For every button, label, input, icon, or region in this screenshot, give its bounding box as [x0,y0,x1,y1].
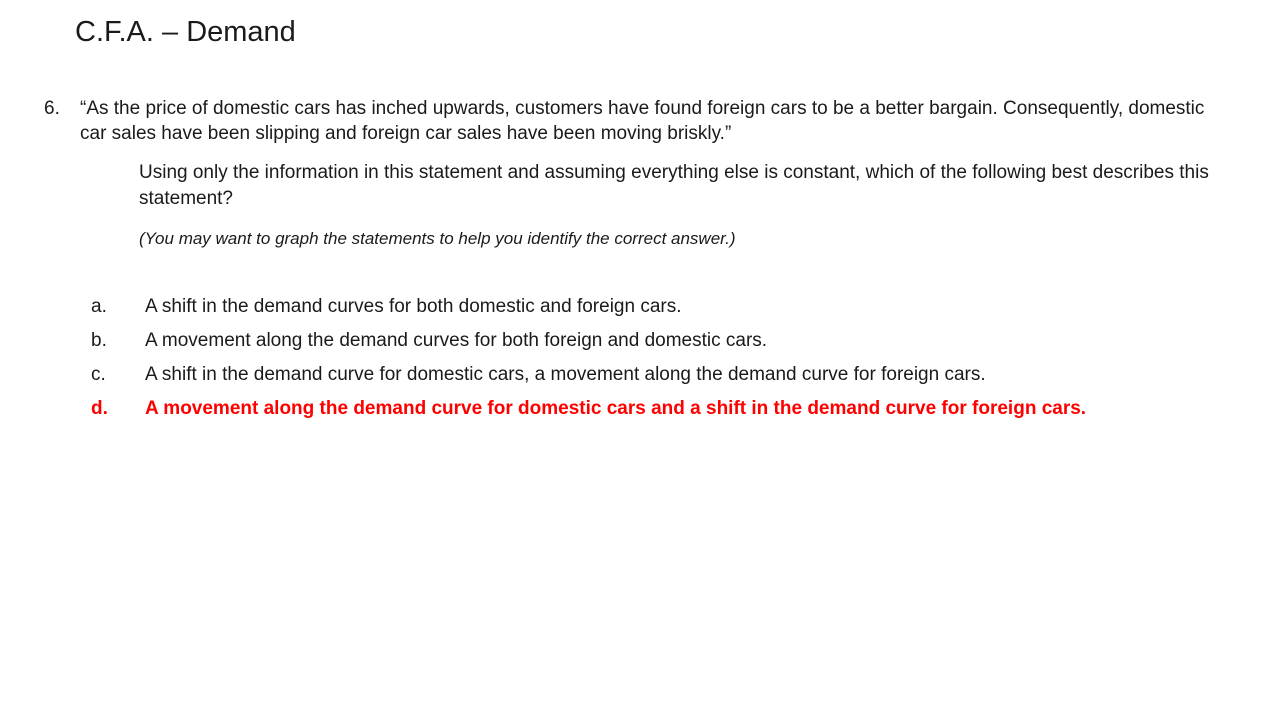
answer-option-d-correct [91,396,1241,430]
option-text: A shift in the demand curve for domestic cars, a movement along the demand curve for foreign cars. [145,364,986,385]
option-text: A shift in the demand curves for both domestic and foreign cars. [145,296,682,317]
answer-options-list [91,294,1241,430]
option-letter: a. [91,296,107,317]
question-number: 6. [44,98,60,119]
question-quote: “As the price of domestic cars has inched upwards, customers have found foreign cars to be a better bargain. Consequently, domestic car sales have been slipping and foreign car sales have been moving briskly.” [80,98,1205,144]
question-prompt: Using only the information in this statement and assuming everything else is constant, which of the following best describes this statement? [139,162,1209,209]
option-letter: d. [91,398,108,419]
option-letter: c. [91,364,106,385]
option-text: A movement along the demand curve for domestic cars and a shift in the demand curve for foreign cars. [145,398,1087,419]
option-text: A movement along the demand curves for both foreign and domestic cars. [145,330,768,351]
answer-option-a [91,294,1241,328]
slide-title: C.F.A. – Demand [75,16,296,48]
answer-option-c [91,362,1241,396]
option-letter: b. [91,330,107,351]
answer-option-b [91,328,1241,362]
question-hint: (You may want to graph the statements to help you identify the correct answer.) [139,229,736,248]
